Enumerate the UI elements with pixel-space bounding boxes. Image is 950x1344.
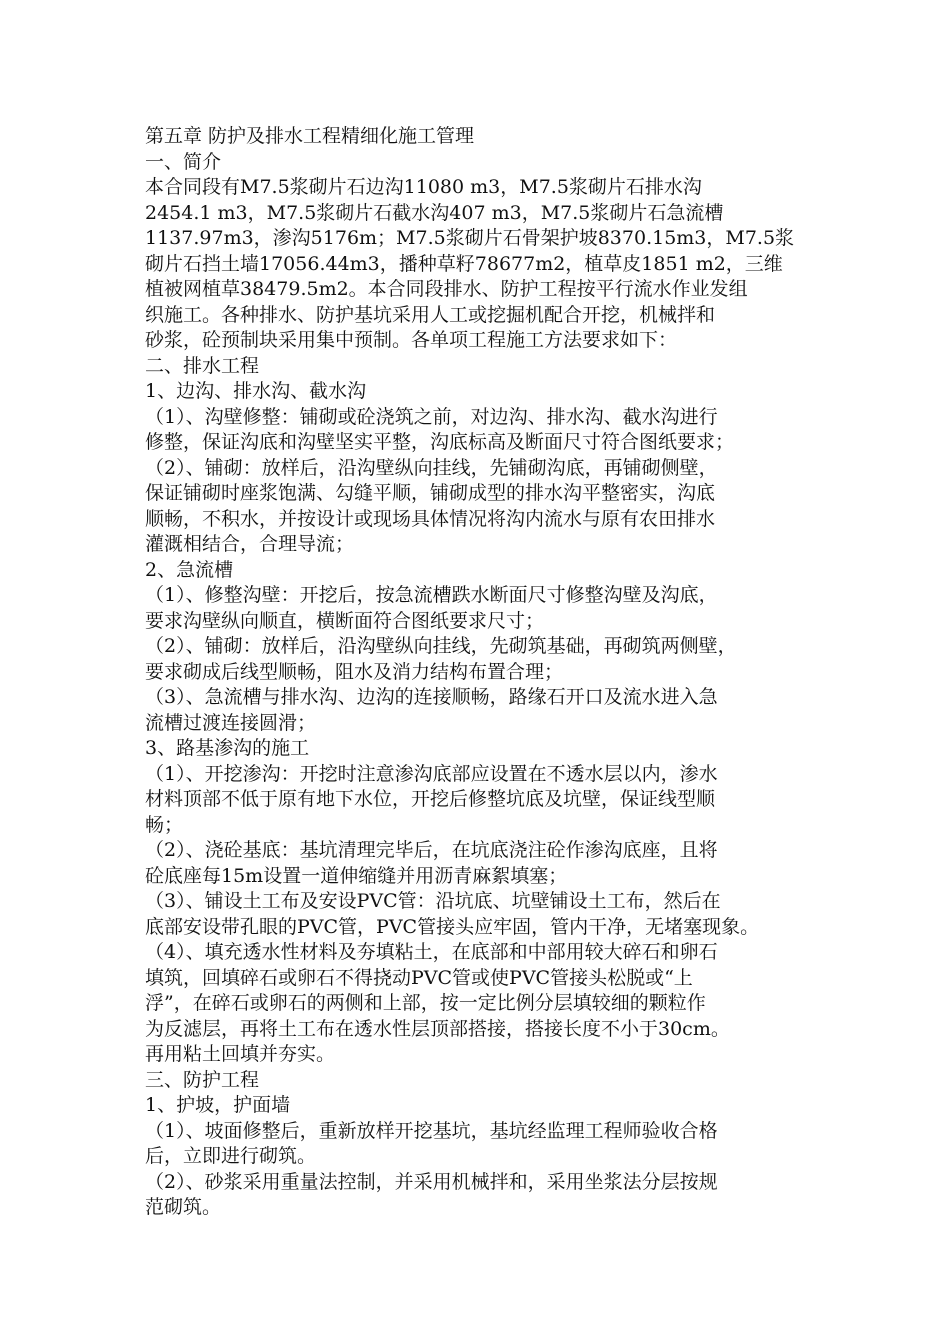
text-line: （2）、砂浆采用重量法控制，并采用机械拌和，采用坐浆法分层按规 — [145, 1170, 718, 1193]
text-line: 1137.97m3，渗沟5176m；M7.5浆砌片石骨架护坡8370.15m3，M7.5浆 — [145, 227, 795, 249]
text-line: 砌片石挡土墙17056.44m3，播种草籽78677m2，植草皮1851 m2，三维 — [145, 252, 783, 275]
text-line: 三、防护工程 — [145, 1068, 260, 1091]
text-line: 2454.1 m3，M7.5浆砌片石截水沟407 m3，M7.5浆砌片石急流槽 — [145, 201, 724, 224]
text-line: 材料顶部不低于原有地下水位，开挖后修整坑底及坑壁，保证线型顺 — [145, 788, 716, 810]
text-line: 顺畅，不积水，并按设计或现场具体情况将沟内流水与原有农田排水 — [145, 507, 716, 530]
text-line: 修整，保证沟底和沟壁坚实平整，沟底标高及断面尺寸符合图纸要求； — [145, 431, 735, 453]
text-line: 二、排水工程 — [145, 354, 260, 377]
text-line: 要求沟壁纵向顺直，横断面符合图纸要求尺寸； — [145, 609, 545, 632]
text-line: （2）、铺砌：放样后，沿沟壁纵向挂线，先砌筑基础，再砌筑两侧壁， — [145, 635, 737, 657]
text-line: （2）、铺砌：放样后，沿沟壁纵向挂线，先铺砌沟底，再铺砌侧壁， — [145, 456, 718, 479]
text-line: 灌溉相结合，合理导流； — [145, 533, 355, 555]
text-line: 保证铺砌时座浆饱满、勾缝平顺，铺砌成型的排水沟平整密实，沟底 — [145, 482, 716, 504]
text-line: （1）、坡面修整后，重新放样开挖基坑，基坑经监理工程师验收合格 — [145, 1119, 718, 1142]
text-line: 为反滤层，再将土工布在透水性层顶部搭接，搭接长度不小于30cm。 — [145, 1017, 730, 1040]
document-body — [145, 124, 835, 1221]
text-line: 本合同段有M7.5浆砌片石边沟11080 m3，M7.5浆砌片石排水沟 — [145, 176, 702, 198]
text-line: 1、边沟、排水沟、截水沟 — [145, 380, 367, 402]
text-line: 织施工。各种排水、防护基坑采用人工或挖掘机配合开挖，机械拌和 — [145, 303, 716, 326]
text-line: 3、路基渗沟的施工 — [145, 737, 310, 759]
text-line: 砂浆，砼预制块采用集中预制。各单项工程施工方法要求如下： — [145, 329, 678, 351]
text-line: 一、简介 — [145, 150, 222, 173]
text-line: 要求砌成后线型顺畅，阻水及消力结构布置合理； — [145, 660, 564, 683]
text-line: 范砌筑。 — [145, 1196, 222, 1218]
text-line: 再用粘土回填并夯实。 — [145, 1043, 336, 1065]
text-line: 第五章 防护及排水工程精细化施工管理 — [145, 125, 475, 147]
text-line: 填筑，回填碎石或卵石不得挠动PVC管或使PVC管接头松脱或“上 — [145, 966, 693, 989]
text-line: （1）、开挖渗沟：开挖时注意渗沟底部应设置在不透水层以内，渗水 — [145, 762, 718, 785]
text-line: 流槽过渡连接圆滑； — [145, 711, 317, 734]
text-line: 浮”，在碎石或卵石的两侧和上部，按一定比例分层填较细的颗粒作 — [145, 992, 706, 1014]
text-line: 植被网植草38479.5m2。本合同段排水、防护工程按平行流水作业发组 — [145, 278, 748, 300]
text-line: （4）、填充透水性材料及夯填粘土，在底部和中部用较大碎石和卵石 — [145, 941, 718, 963]
text-line: （3）、急流槽与排水沟、边沟的连接顺畅，路缘石开口及流水进入急 — [145, 686, 718, 708]
text-line: （2）、浇砼基底：基坑清理完毕后，在坑底浇注砼作渗沟底座，且将 — [145, 839, 718, 861]
text-line: 砼底座每15m设置一道伸缩缝并用沥青麻絮填塞； — [145, 864, 568, 887]
text-line: 底部安设带孔眼的PVC管，PVC管接头应牢固，管内干净，无堵塞现象。 — [145, 915, 760, 938]
text-line: （1）、沟壁修整：铺砌或砼浇筑之前，对边沟、排水沟、截水沟进行 — [145, 405, 718, 428]
text-line: （3）、铺设土工布及安设PVC管：沿坑底、坑壁铺设土工布，然后在 — [145, 890, 721, 912]
text-line: 1、护坡，护面墙 — [145, 1094, 291, 1116]
text-line: 2、急流槽 — [145, 558, 234, 581]
text-line: （1）、修整沟壁：开挖后，按急流槽跌水断面尺寸修整沟壁及沟底， — [145, 584, 718, 606]
text-line: 后，立即进行砌筑。 — [145, 1145, 317, 1167]
text-line: 畅； — [145, 813, 184, 836]
